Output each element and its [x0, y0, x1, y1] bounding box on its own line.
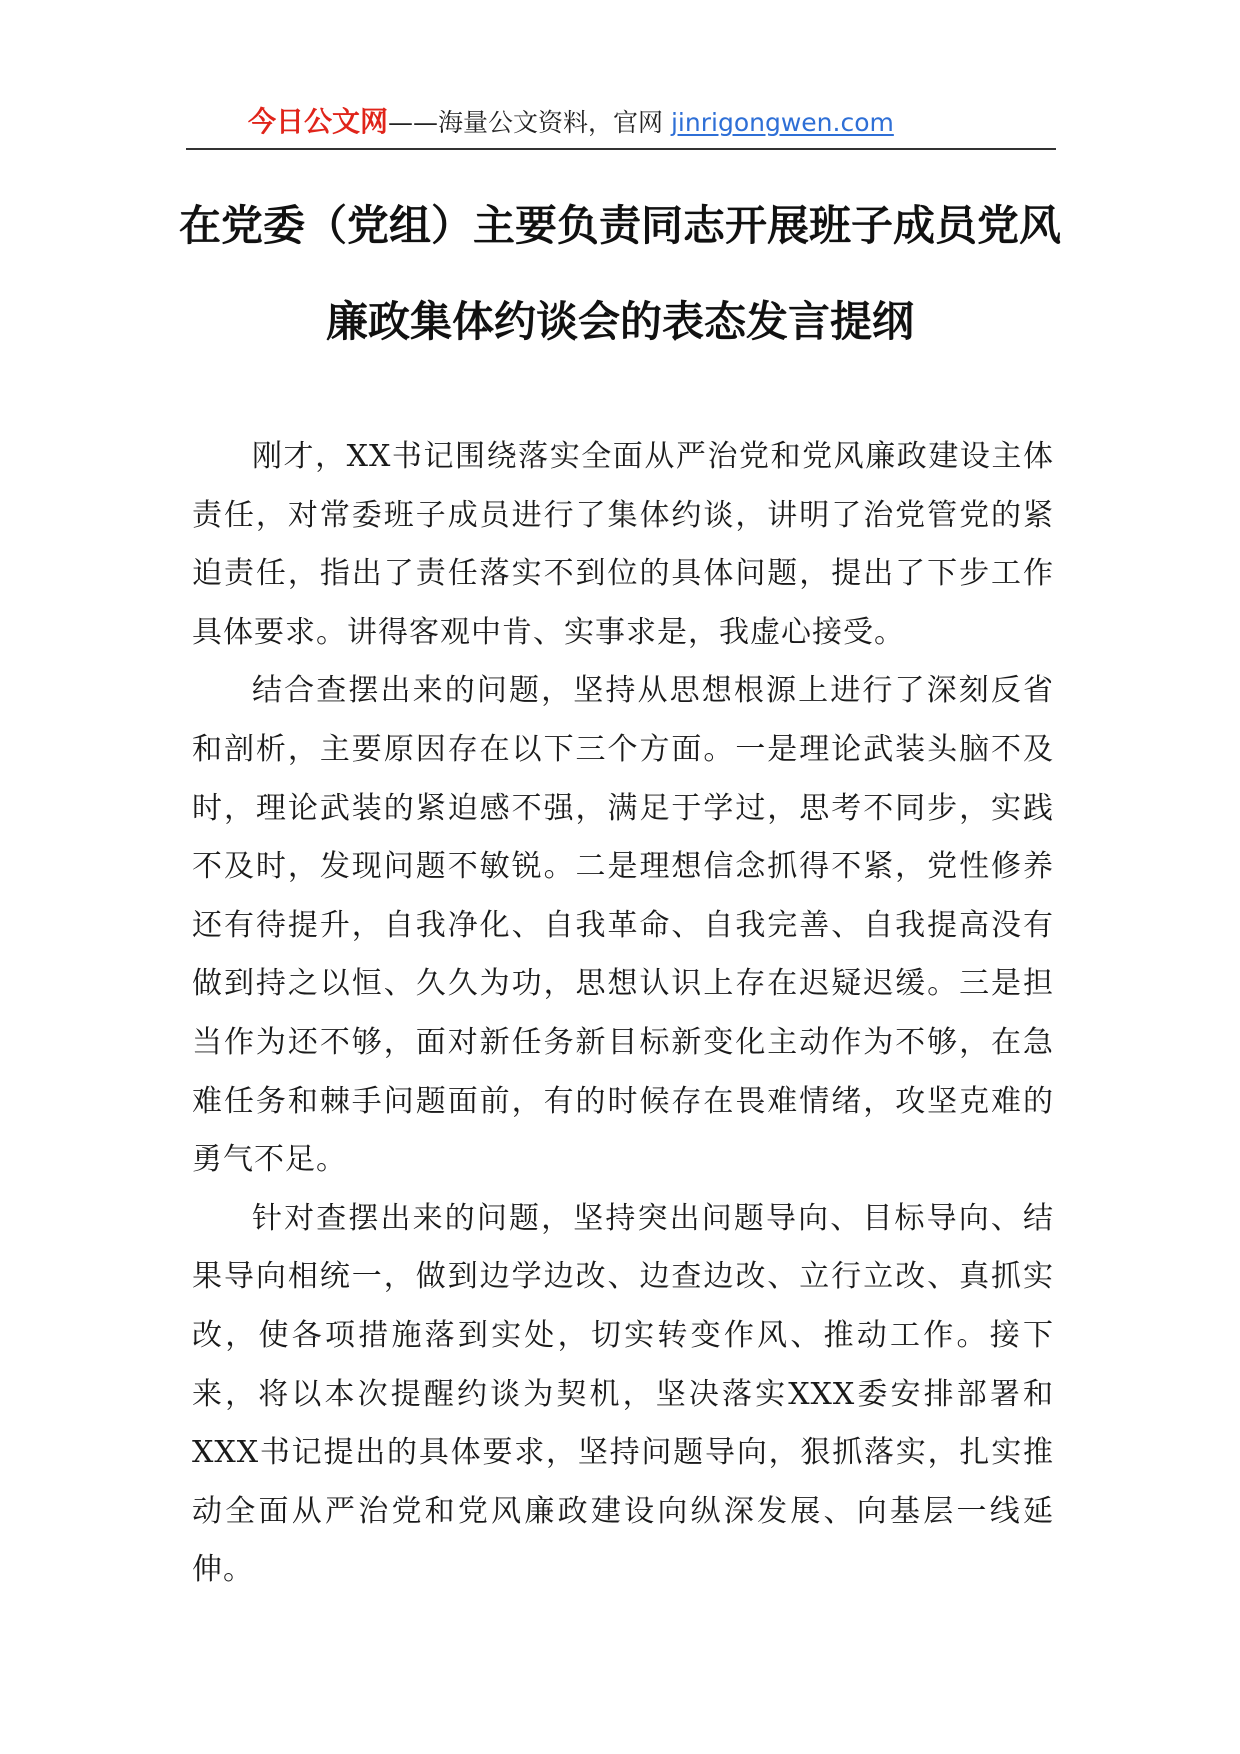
body-paragraph: 针对查摆出来的问题，坚持突出问题导向、目标导向、结果导向相统一，做到边学边改、边查边改、立行立改、真抓实改，使各项措施落到实处，切实转变作风、推动工作。接下来，将以本次提醒约谈为契机，坚决落实XXX委安排部署和XXX书记提出的具体要求，坚持问题导向，狠抓落实，扎实推动全面从严治党和党风廉政建设向纵深发展、向基层一线延伸。: [192, 1200, 1054, 1588]
body-paragraph: 结合查摆出来的问题，坚持从思想根源上进行了深刻反省和剖析，主要原因存在以下三个方面。一是理论武装头脑不及时，理论武装的紧迫感不强，满足于学过，思考不同步，实践不及时，发现问题不敏锐。二是理想信念抓得不紧，党性修养还有待提升，自我净化、自我革命、自我完善、自我提高没有做到持之以恒、久久为功，思想认识上存在迟疑迟缓。三是担当作为还不够，面对新任务新目标新变化主动作为不够，在急难任务和棘手问题面前，有的时候存在畏难情绪，攻坚克难的勇气不足。: [192, 673, 1054, 1178]
body-paragraph: 刚才，XX书记围绕落实全面从严治党和党风廉政建设主体责任，对常委班子成员进行了集体约谈，讲明了治党管党的紧迫责任，指出了责任落实不到位的具体问题，提出了下步工作具体要求。讲得客观中肯、实事求是，我虚心接受。: [192, 439, 1054, 650]
header-text: [248, 104, 894, 141]
brand-logo-text: 今日公文网: [248, 105, 389, 138]
document-body: [192, 428, 1054, 1600]
header-divider: [186, 148, 1056, 150]
page-header: [186, 104, 1056, 150]
document-title: 在党委（党组）主要负责同志开展班子成员党风廉政集体约谈会的表态发言提纲: [178, 201, 1061, 346]
header-tagline: ——海量公文资料，官网: [388, 108, 664, 137]
site-url-link[interactable]: jinrigongwen.com: [670, 108, 894, 137]
